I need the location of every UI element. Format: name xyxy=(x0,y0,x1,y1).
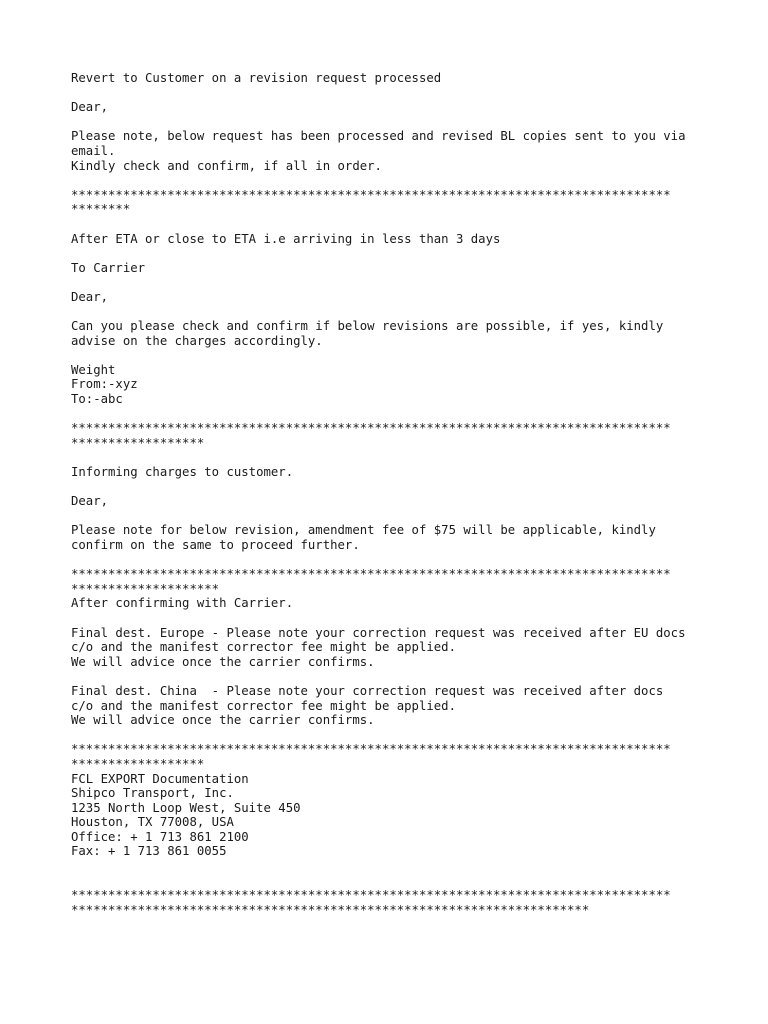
greeting: Dear, xyxy=(71,289,109,304)
document-title: Revert to Customer on a revision request processed xyxy=(71,71,442,85)
separator-line: ********************************************************************************* xyxy=(71,567,671,582)
body-line: Final dest. Europe - Please note your correction request was received after EU docs xyxy=(71,625,686,640)
body-line: Kindly check and confirm, if all in order. xyxy=(71,158,382,173)
body-line: email. xyxy=(71,143,116,158)
signature-line: Fax: + 1 713 861 0055 xyxy=(71,844,227,859)
body-line: Please note for below revision, amendment fee of $75 will be applicable, kindly xyxy=(71,523,656,538)
signature-line: Houston, TX 77008, USA xyxy=(71,815,234,830)
section-heading: Informing charges to customer. xyxy=(71,465,294,480)
separator-line: ********************************************************************************* xyxy=(71,888,671,903)
signature-line: FCL EXPORT Documentation xyxy=(71,771,249,786)
body-line: confirm on the same to proceed further. xyxy=(71,538,360,552)
document-page xyxy=(71,71,711,917)
body-line: Final dest. China - Please note your correction request was received after docs xyxy=(71,683,664,698)
separator-line: ******** xyxy=(71,202,131,217)
separator-line: ********************************************************************************* xyxy=(71,187,671,202)
body-line: We will advice once the carrier confirms. xyxy=(71,654,375,669)
recipient-line: To Carrier xyxy=(71,260,146,275)
detail-line: Weight xyxy=(71,362,116,377)
body-line: c/o and the manifest corrector fee might be applied. xyxy=(71,698,456,713)
detail-line: To:-abc xyxy=(71,392,123,407)
body-line: advise on the charges accordingly. xyxy=(71,333,323,348)
signature-line: Shipco Transport, Inc. xyxy=(71,786,234,801)
separator-line: ********************************************************************** xyxy=(71,902,590,917)
signature-line: Office: + 1 713 861 2100 xyxy=(71,829,249,844)
separator-line: ****************** xyxy=(71,435,205,450)
separator-line: ****************** xyxy=(71,756,205,771)
separator-line: ********************************************************************************* xyxy=(71,742,671,757)
section-heading: After confirming with Carrier. xyxy=(71,596,294,611)
section-heading: After ETA or close to ETA i.e arriving in less than 3 days xyxy=(71,231,501,246)
separator-line: ******************** xyxy=(71,581,220,596)
body-line: c/o and the manifest corrector fee might be applied. xyxy=(71,640,456,655)
body-line: We will advice once the carrier confirms. xyxy=(71,713,375,728)
body-line: Can you please check and confirm if below revisions are possible, if yes, kindly xyxy=(71,319,664,334)
signature-line: 1235 North Loop West, Suite 450 xyxy=(71,800,301,815)
greeting: Dear, xyxy=(71,100,109,115)
greeting: Dear, xyxy=(71,494,109,509)
separator-line: ********************************************************************************* xyxy=(71,421,671,436)
body-line: Please note, below request has been processed and revised BL copies sent to you via xyxy=(71,129,686,144)
detail-line: From:-xyz xyxy=(71,377,138,392)
